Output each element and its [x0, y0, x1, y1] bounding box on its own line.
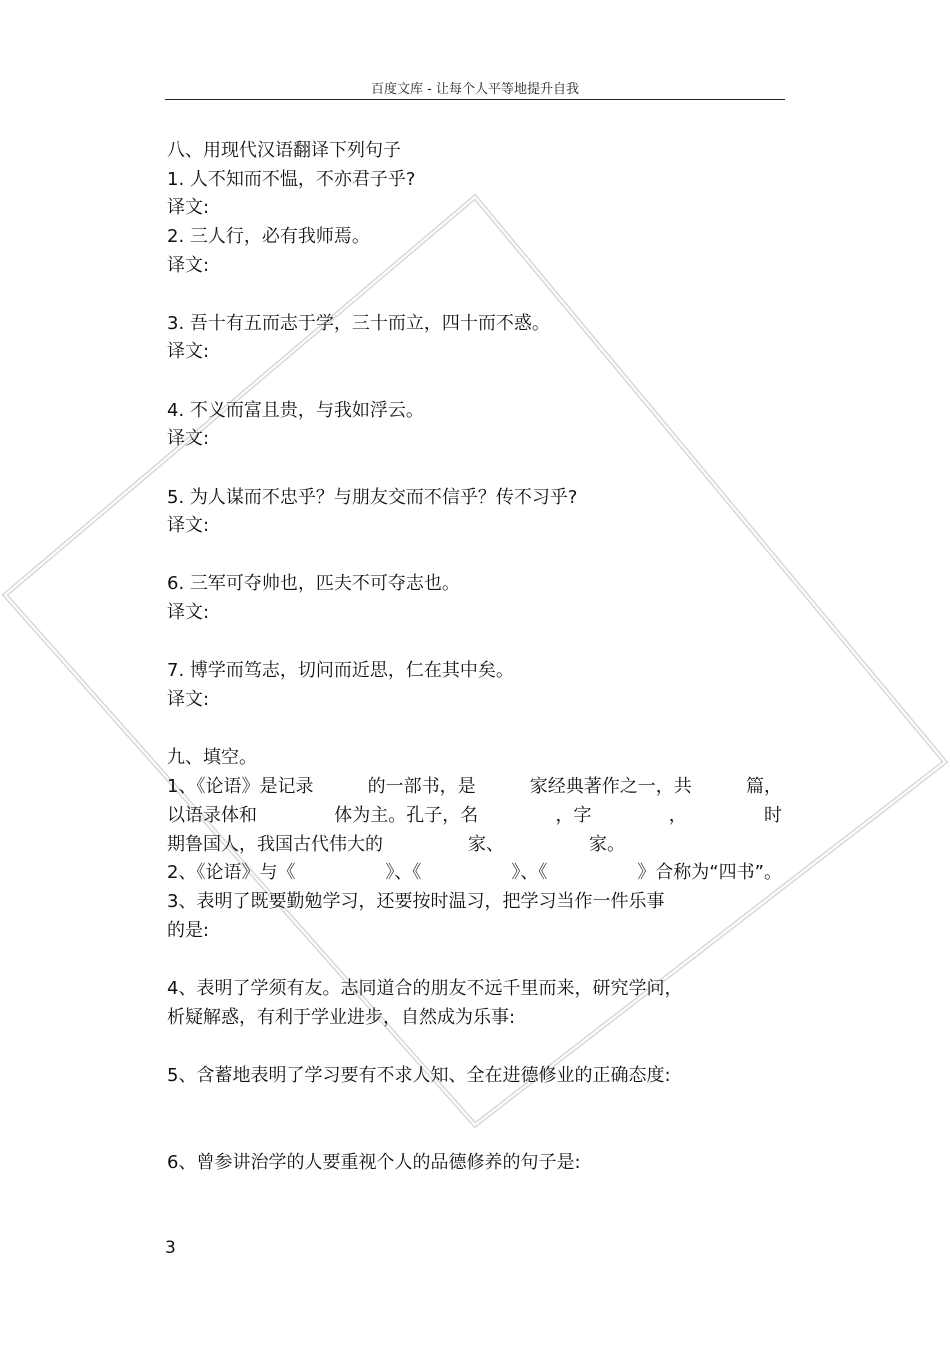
translation-label-6: 译文:	[167, 602, 210, 623]
fill-3-line-2: 的是:	[167, 920, 210, 941]
translation-label-1: 译文:	[167, 197, 210, 218]
fill-5: 5、含蓄地表明了学习要有不求人知、全在进德修业的正确态度:	[167, 1065, 671, 1086]
question-2: 2. 三人行，必有我师焉。	[167, 226, 370, 247]
section-8-title: 八、用现代汉语翻译下列句子	[167, 140, 401, 161]
header-rule	[165, 99, 785, 100]
translation-label-5: 译文:	[167, 515, 210, 536]
fill-6: 6、曾参讲治学的人要重视个人的品德修养的句子是:	[167, 1152, 581, 1173]
translation-label-7: 译文:	[167, 689, 210, 710]
question-5: 5. 为人谋而不忠乎？与朋友交而不信乎？传不习乎?	[167, 487, 578, 508]
page-header: 百度文库 - 让每个人平等地提升自我	[371, 82, 579, 97]
question-4: 4. 不义而富且贵，与我如浮云。	[167, 400, 424, 421]
fill-4-line-2: 析疑解惑，有利于学业进步，自然成为乐事:	[167, 1007, 516, 1028]
fill-4-line-1: 4、表明了学须有友。志同道合的朋友不远千里而来，研究学问，	[167, 978, 683, 999]
section-9-title: 九、填空。	[167, 747, 257, 768]
question-6: 6. 三军可夺帅也，匹夫不可夺志也。	[167, 573, 460, 594]
translation-label-3: 译文:	[167, 341, 210, 362]
fill-1-line-3: 期鲁国人，我国古代伟大的 家、 家。	[167, 834, 625, 855]
fill-3-line-1: 3、表明了既要勤勉学习，还要按时温习，把学习当作一件乐事	[167, 891, 665, 912]
fill-1-line-2: 以语录体和 体为主。孔子，名 ，字 ， 时	[167, 805, 782, 826]
translation-label-4: 译文:	[167, 428, 210, 449]
question-3: 3. 吾十有五而志于学，三十而立，四十而不惑。	[167, 313, 550, 334]
page-number: 3	[165, 1238, 176, 1258]
fill-2: 2、《论语》与《 》、《 》、《 》合称为“四书”。	[167, 862, 782, 883]
question-7: 7. 博学而笃志，切问而近思，仁在其中矣。	[167, 660, 514, 681]
question-1: 1. 人不知而不愠，不亦君子乎?	[167, 169, 416, 190]
translation-label-2: 译文:	[167, 255, 210, 276]
fill-1-line-1: 1、《论语》是记录 的一部书，是 家经典著作之一，共 篇，	[167, 776, 782, 797]
